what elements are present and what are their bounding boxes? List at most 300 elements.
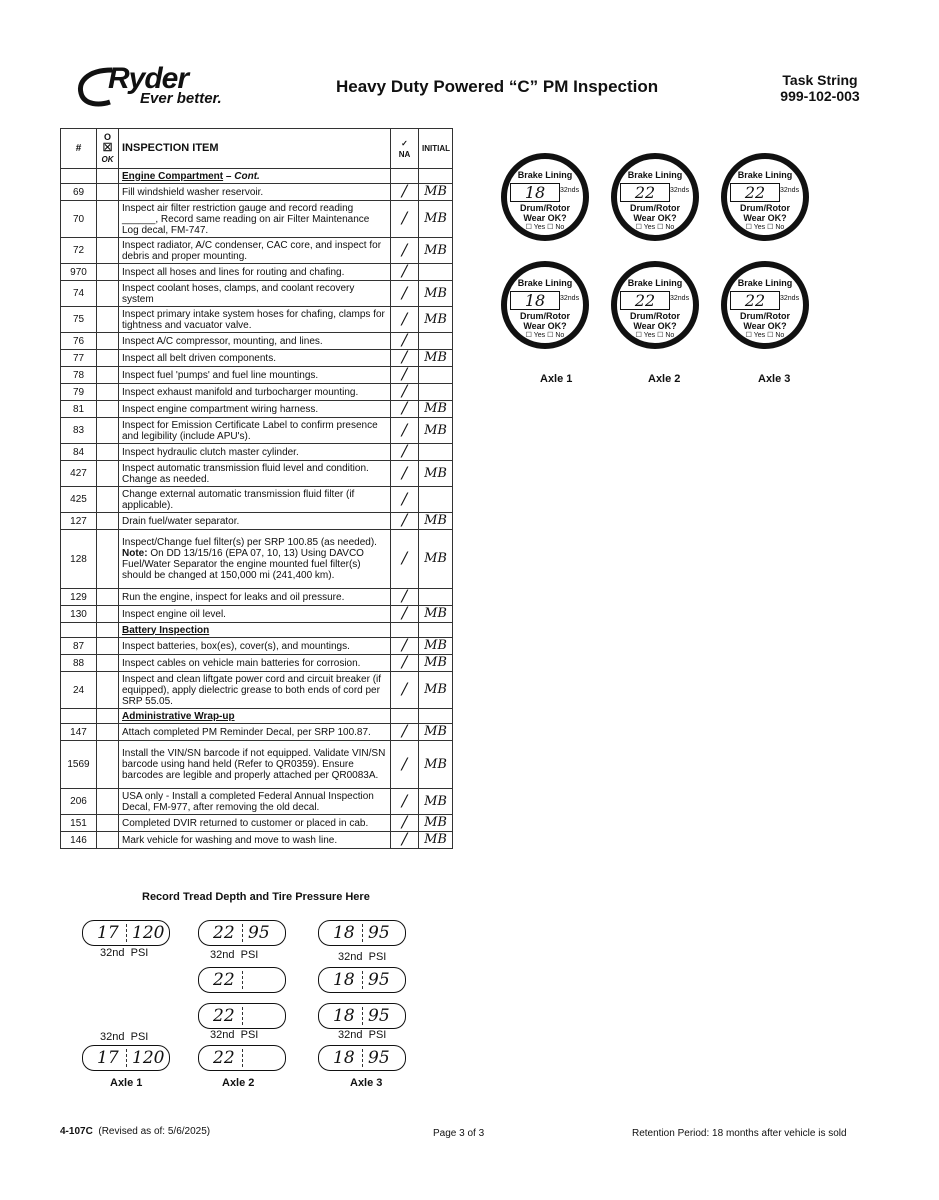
item-text: Run the engine, inspect for leaks and oil pressure.: [119, 589, 391, 606]
row-number: 127: [61, 513, 97, 530]
tire-psi-value: 95: [368, 970, 390, 990]
brake-unit-label: 32nds: [780, 187, 800, 194]
table-row: [61, 350, 453, 367]
initial-cell: [419, 184, 453, 201]
wear-options: ☐ Yes ☐ No: [525, 224, 565, 231]
checkbox-icon: ☐: [657, 224, 664, 231]
item-text: Mark vehicle for washing and move to wash line.: [119, 832, 391, 849]
brake-wheels: [500, 152, 840, 392]
brake-wheel-gauge: [500, 152, 590, 242]
ok-cell: [97, 307, 119, 333]
row-number: 88: [61, 655, 97, 672]
page-number: Page 3 of 3: [433, 1128, 485, 1139]
initial-cell: [419, 530, 453, 589]
section-title: Engine Compartment – Cont.: [119, 169, 391, 184]
initial-handwriting: MB: [424, 401, 447, 416]
wear-options: ☐ Yes ☐ No: [745, 332, 785, 339]
row-number: [61, 623, 97, 638]
item-text: Inspect/Change fuel filter(s) per SRP 100.85 (as needed). Note: On DD 13/15/16 (EPA 07, 10, 13) Using DAVCO Fuel/Water Separator the engine mounted fuel filter(s) should be changed at 150,000 mi (241,400 km).: [119, 530, 391, 589]
row-number: 83: [61, 418, 97, 444]
drum-rotor-label: Drum/Rotor: [520, 203, 570, 213]
na-slash-mark: /: [401, 635, 408, 654]
ok-cell: [97, 789, 119, 815]
initial-handwriting: MB: [424, 465, 447, 481]
item-text: USA only - Install a completed Federal Annual Inspection Decal, FM-977, after removing the old decal.: [119, 789, 391, 815]
form-number: 4-107C (Revised as of: 5/6/2025): [60, 1126, 211, 1137]
pill-divider: [242, 1007, 243, 1025]
drum-rotor-label: Drum/Rotor: [630, 311, 680, 321]
table-row: [61, 606, 453, 623]
initial-cell: [419, 655, 453, 672]
ok-cell: [97, 513, 119, 530]
item-text: Inspect engine oil level.: [119, 606, 391, 623]
initial-cell: [419, 623, 453, 638]
item-text: Inspect for Emission Certificate Label to confirm presence and legibility (include APU's).: [119, 418, 391, 444]
brake-axle-1-label: Axle 1: [540, 373, 573, 385]
table-row: [61, 789, 453, 815]
na-cell: [391, 281, 419, 307]
na-cell: [391, 201, 419, 238]
table-row: [61, 655, 453, 672]
initial-handwriting: MB: [424, 832, 447, 847]
tread-depth-value: 18: [333, 970, 355, 990]
pill-divider: [242, 971, 243, 989]
pill-divider: [362, 924, 363, 942]
item-text: Inspect all hoses and lines for routing and chafing.: [119, 264, 391, 281]
col-na-header: ✓ NA: [391, 129, 419, 169]
table-row: [61, 444, 453, 461]
na-cell: [391, 741, 419, 789]
initial-cell: [419, 444, 453, 461]
page-title: Heavy Duty Powered “C” PM Inspection: [336, 77, 659, 96]
item-text: Inspect engine compartment wiring harness.: [119, 401, 391, 418]
table-row: [61, 741, 453, 789]
tire-psi-value: 95: [368, 923, 390, 943]
inspection-table: [60, 128, 453, 849]
unit-labels: 32nd PSI: [338, 951, 387, 963]
tread-depth-value: 22: [213, 1006, 235, 1026]
tread-depth-value: 22: [213, 970, 235, 990]
initial-cell: [419, 606, 453, 623]
row-number: 81: [61, 401, 97, 418]
row-number: 69: [61, 184, 97, 201]
na-slash-mark: /: [401, 419, 408, 439]
ok-cell: [97, 444, 119, 461]
checkbox-icon: ☐: [657, 332, 664, 339]
na-cell: [391, 181, 419, 201]
initial-cell: [419, 238, 453, 264]
ok-cell: [97, 367, 119, 384]
table-row: [61, 238, 453, 264]
tire-psi-value: 95: [248, 923, 270, 943]
initial-handwriting: MB: [424, 513, 447, 528]
row-number: 84: [61, 444, 97, 461]
ryder-logo: [70, 62, 240, 122]
initial-cell: [419, 367, 453, 384]
tread-depth-value: 17: [97, 923, 119, 943]
na-cell: [391, 487, 419, 513]
brake-unit-label: 32nds: [560, 187, 580, 194]
item-text: Inspect automatic transmission fluid level and condition. Change as needed.: [119, 461, 391, 487]
na-cell: [391, 510, 419, 530]
ok-cell: [97, 606, 119, 623]
initial-cell: [419, 201, 453, 238]
na-slash-mark: /: [401, 510, 408, 529]
initial-cell: [419, 832, 453, 849]
initial-cell: [419, 815, 453, 832]
ok-cell: [97, 724, 119, 741]
wear-options: ☐ Yes ☐ No: [635, 332, 675, 339]
initial-handwriting: MB: [424, 551, 447, 566]
tire-psi-value: 95: [368, 1006, 390, 1026]
initial-handwriting: MB: [424, 682, 447, 697]
tire-reading: [82, 920, 170, 946]
brake-lining-label: Brake Lining: [517, 170, 573, 180]
na-cell: [391, 603, 419, 623]
unit-labels: 32nd PSI: [100, 947, 149, 959]
na-slash-mark: /: [401, 790, 408, 810]
na-cell: [391, 461, 419, 487]
initial-cell: [419, 741, 453, 789]
task-string: [770, 72, 870, 104]
brake-lining-value: 18: [510, 183, 560, 202]
tire-reading: [198, 1045, 286, 1071]
checkbox-icon: ☐: [547, 224, 554, 231]
ok-cell: [97, 815, 119, 832]
na-cell: [391, 441, 419, 461]
na-cell: [391, 261, 419, 281]
ok-cell: [97, 264, 119, 281]
row-number: 72: [61, 238, 97, 264]
table-row: [61, 832, 453, 849]
brake-wheel-gauge: [500, 260, 590, 350]
initial-cell: [419, 333, 453, 350]
na-slash-mark: /: [401, 753, 408, 773]
table-row: [61, 367, 453, 384]
na-slash-mark: /: [401, 239, 408, 259]
row-number: 206: [61, 789, 97, 815]
row-number: [61, 169, 97, 184]
ok-cell: [97, 530, 119, 589]
initial-cell: [419, 461, 453, 487]
na-slash-mark: /: [401, 330, 408, 349]
unit-labels: 32nd PSI: [210, 949, 259, 961]
tread-depth-value: 18: [333, 923, 355, 943]
initial-handwriting: MB: [424, 422, 447, 438]
brake-unit-label: 32nds: [560, 295, 580, 302]
initial-handwriting: MB: [424, 350, 447, 365]
logo-tagline: Ever better.: [140, 90, 222, 107]
item-text: Inspect A/C compressor, mounting, and lines.: [119, 333, 391, 350]
initial-handwriting: MB: [424, 606, 447, 621]
ok-cell: [97, 832, 119, 849]
table-row: [61, 724, 453, 741]
row-number: 970: [61, 264, 97, 281]
row-number: 79: [61, 384, 97, 401]
item-text: Fill windshield washer reservoir.: [119, 184, 391, 201]
initial-handwriting: MB: [424, 211, 447, 226]
na-slash-mark: /: [401, 488, 408, 508]
wear-options: ☐ Yes ☐ No: [745, 224, 785, 231]
ok-cell: [97, 623, 119, 638]
section-row: [61, 169, 453, 184]
na-slash-mark: /: [401, 261, 408, 280]
na-slash-mark: /: [401, 812, 408, 831]
table-row: [61, 281, 453, 307]
initial-cell: [419, 638, 453, 655]
table-row: [61, 589, 453, 606]
na-cell: [391, 789, 419, 815]
tread-axle-2-label: Axle 2: [222, 1077, 255, 1089]
tire-reading: [318, 967, 406, 993]
row-number: 146: [61, 832, 97, 849]
brake-wheel-gauge: [720, 260, 810, 350]
tire-reading: [198, 967, 286, 993]
na-cell: [391, 721, 419, 741]
unit-labels: 32nd PSI: [210, 1029, 259, 1041]
table-row: [61, 487, 453, 513]
na-slash-mark: /: [401, 679, 408, 698]
tread-depth-value: 22: [213, 923, 235, 943]
initial-handwriting: MB: [424, 815, 447, 830]
brake-lining-label: Brake Lining: [627, 170, 683, 180]
pill-divider: [362, 1049, 363, 1067]
brake-wheel-gauge: [610, 152, 700, 242]
table-row: [61, 418, 453, 444]
brake-axle-2-label: Axle 2: [648, 373, 681, 385]
drum-rotor-label: Drum/Rotor: [740, 311, 790, 321]
initial-cell: [419, 264, 453, 281]
table-row: [61, 384, 453, 401]
unit-labels: 32nd PSI: [338, 1029, 387, 1041]
row-number: 151: [61, 815, 97, 832]
table-row: [61, 201, 453, 238]
wear-options: ☐ Yes ☐ No: [635, 224, 675, 231]
table-row: [61, 530, 453, 589]
na-slash-mark: /: [401, 308, 408, 328]
na-cell: [391, 238, 419, 264]
initial-cell: [419, 169, 453, 184]
initial-cell: [419, 724, 453, 741]
wear-ok-label: Wear OK?: [633, 321, 677, 331]
brake-lining-label: Brake Lining: [737, 278, 793, 288]
drum-rotor-label: Drum/Rotor: [630, 203, 680, 213]
ok-cell: [97, 201, 119, 238]
wear-ok-label: Wear OK?: [743, 321, 787, 331]
tire-reading: [318, 920, 406, 946]
wear-ok-label: Wear OK?: [523, 321, 567, 331]
tread-axle-1-label: Axle 1: [110, 1077, 143, 1089]
tread-depth-value: 18: [333, 1048, 355, 1068]
checkbox-icon: ☐: [635, 332, 642, 339]
row-number: 78: [61, 367, 97, 384]
ok-cell: [97, 350, 119, 367]
checkbox-icon: ☐: [767, 332, 774, 339]
checkbox-icon: ☐: [745, 332, 752, 339]
row-number: 147: [61, 724, 97, 741]
pill-divider: [362, 971, 363, 989]
brake-lining-value: 18: [510, 291, 560, 310]
section-row: [61, 709, 453, 724]
item-text: Inspect air filter restriction gauge and record reading ______, Record same reading on air Filter Maintenance Log decal, FM-747.: [119, 201, 391, 238]
wear-options: ☐ Yes ☐ No: [525, 332, 565, 339]
wear-ok-label: Wear OK?: [523, 213, 567, 223]
section-title: Battery Inspection: [119, 623, 391, 638]
ok-cell: [97, 655, 119, 672]
tire-psi-value: 95: [368, 1048, 390, 1068]
item-text: Inspect primary intake system hoses for chafing, clamps for tightness and vacuator valve.: [119, 307, 391, 333]
ok-cell: [97, 184, 119, 201]
table-row: [61, 307, 453, 333]
initial-cell: [419, 384, 453, 401]
row-number: 1569: [61, 741, 97, 789]
checkbox-icon: ☐: [745, 224, 752, 231]
table-row: [61, 638, 453, 655]
initial-handwriting: MB: [424, 793, 447, 809]
col-num-header: #: [61, 129, 97, 169]
table-row: [61, 672, 453, 709]
brake-unit-label: 32nds: [670, 187, 690, 194]
item-text: Inspect radiator, A/C condenser, CAC core, and inspect for debris and proper mounting.: [119, 238, 391, 264]
brake-lining-value: 22: [620, 291, 670, 310]
drum-rotor-label: Drum/Rotor: [520, 311, 570, 321]
col-initial-header: INITIAL: [419, 129, 453, 169]
initial-handwriting: MB: [424, 655, 447, 670]
initial-cell: [419, 589, 453, 606]
table-row: [61, 333, 453, 350]
na-slash-mark: /: [401, 586, 408, 605]
na-slash-mark: /: [401, 381, 408, 400]
wear-ok-label: Wear OK?: [633, 213, 677, 223]
na-slash-mark: /: [401, 282, 408, 302]
tire-reading: [318, 1045, 406, 1071]
na-slash-mark: /: [401, 829, 408, 848]
item-text: Drain fuel/water separator.: [119, 513, 391, 530]
tread-depth-value: 22: [213, 1048, 235, 1068]
initial-handwriting: MB: [424, 285, 447, 301]
ok-cell: [97, 238, 119, 264]
row-number: 427: [61, 461, 97, 487]
brake-lining-value: 22: [730, 291, 780, 310]
row-number: 129: [61, 589, 97, 606]
na-slash-mark: /: [401, 603, 408, 622]
retention-period: Retention Period: 18 months after vehicle is sold: [632, 1128, 847, 1139]
initial-handwriting: MB: [424, 311, 447, 327]
pill-divider: [126, 1049, 127, 1067]
item-text: Inspect coolant hoses, clamps, and coolant recovery system: [119, 281, 391, 307]
tire-psi-value: 120: [132, 923, 165, 943]
brake-unit-label: 32nds: [780, 295, 800, 302]
tread-depth-value: 18: [333, 1006, 355, 1026]
tire-reading: [198, 920, 286, 946]
tread-axle-3-label: Axle 3: [350, 1077, 383, 1089]
row-number: 87: [61, 638, 97, 655]
initial-cell: [419, 307, 453, 333]
task-label: Task String: [782, 72, 858, 88]
initial-cell: [419, 709, 453, 724]
row-number: 24: [61, 672, 97, 709]
table-row: [61, 513, 453, 530]
table-row: [61, 401, 453, 418]
tire-psi-value: 120: [132, 1048, 165, 1068]
item-text: Inspect all belt driven components.: [119, 350, 391, 367]
initial-cell: [419, 401, 453, 418]
row-number: 74: [61, 281, 97, 307]
table-row: [61, 815, 453, 832]
brake-lining-value: 22: [620, 183, 670, 202]
initial-cell: [419, 789, 453, 815]
initial-cell: [419, 487, 453, 513]
unit-labels: 32nd PSI: [100, 1031, 149, 1043]
x-box-icon: ☒: [102, 142, 113, 154]
pill-divider: [242, 924, 243, 942]
pill-divider: [126, 924, 127, 942]
na-slash-mark: /: [401, 398, 408, 417]
ok-cell: [97, 487, 119, 513]
item-text: Inspect batteries, box(es), cover(s), and mountings.: [119, 638, 391, 655]
checkbox-icon: ☐: [767, 224, 774, 231]
row-number: 77: [61, 350, 97, 367]
brake-wheel-gauge: [720, 152, 810, 242]
initial-cell: [419, 513, 453, 530]
na-cell: [391, 307, 419, 333]
ok-cell: [97, 401, 119, 418]
item-text: Inspect exhaust manifold and turbocharger mounting.: [119, 384, 391, 401]
col-ok-header: O ☒ OK: [97, 129, 119, 169]
initial-handwriting: MB: [424, 242, 447, 258]
na-slash-mark: /: [401, 364, 408, 383]
checkbox-icon: ☐: [525, 332, 532, 339]
brake-lining-label: Brake Lining: [517, 278, 573, 288]
item-text: Inspect fuel 'pumps' and fuel line mountings.: [119, 367, 391, 384]
ok-cell: [97, 384, 119, 401]
brake-lining-label: Brake Lining: [627, 278, 683, 288]
item-text: Completed DVIR returned to customer or placed in cab.: [119, 815, 391, 832]
ok-cell: [97, 461, 119, 487]
na-slash-mark: /: [401, 208, 408, 227]
section-title: Administrative Wrap-up: [119, 709, 391, 724]
table-row: [61, 461, 453, 487]
row-number: [61, 709, 97, 724]
tire-reading: [198, 1003, 286, 1029]
initial-cell: [419, 418, 453, 444]
na-slash-mark: /: [401, 652, 408, 671]
initial-handwriting: MB: [424, 756, 447, 772]
na-slash-mark: /: [401, 441, 408, 460]
row-number: 425: [61, 487, 97, 513]
na-cell: [391, 530, 419, 589]
col-item-header: INSPECTION ITEM: [119, 129, 391, 169]
row-number: 130: [61, 606, 97, 623]
item-text: Install the VIN/SN barcode if not equipped. Validate VIN/SN barcode using hand held (Refer to QR0359). Ensure barcodes are legible and properly attached per QR0083A.: [119, 741, 391, 789]
drum-rotor-label: Drum/Rotor: [740, 203, 790, 213]
initial-handwriting: MB: [424, 638, 447, 653]
ok-cell: [97, 333, 119, 350]
na-cell: [391, 418, 419, 444]
section-row: [61, 623, 453, 638]
initial-cell: [419, 350, 453, 367]
task-value: 999-102-003: [780, 88, 860, 104]
wear-ok-label: Wear OK?: [743, 213, 787, 223]
table-row: [61, 264, 453, 281]
item-text: Change external automatic transmission fluid filter (if applicable).: [119, 487, 391, 513]
na-slash-mark: /: [401, 548, 408, 567]
item-text: Inspect and clean liftgate power cord and circuit breaker (if equipped), apply dielectric grease to both ends of cord per SRP 55.05.: [119, 672, 391, 709]
checkbox-icon: ☐: [547, 332, 554, 339]
tread-depth-value: 17: [97, 1048, 119, 1068]
pill-divider: [242, 1049, 243, 1067]
ok-cell: [97, 281, 119, 307]
